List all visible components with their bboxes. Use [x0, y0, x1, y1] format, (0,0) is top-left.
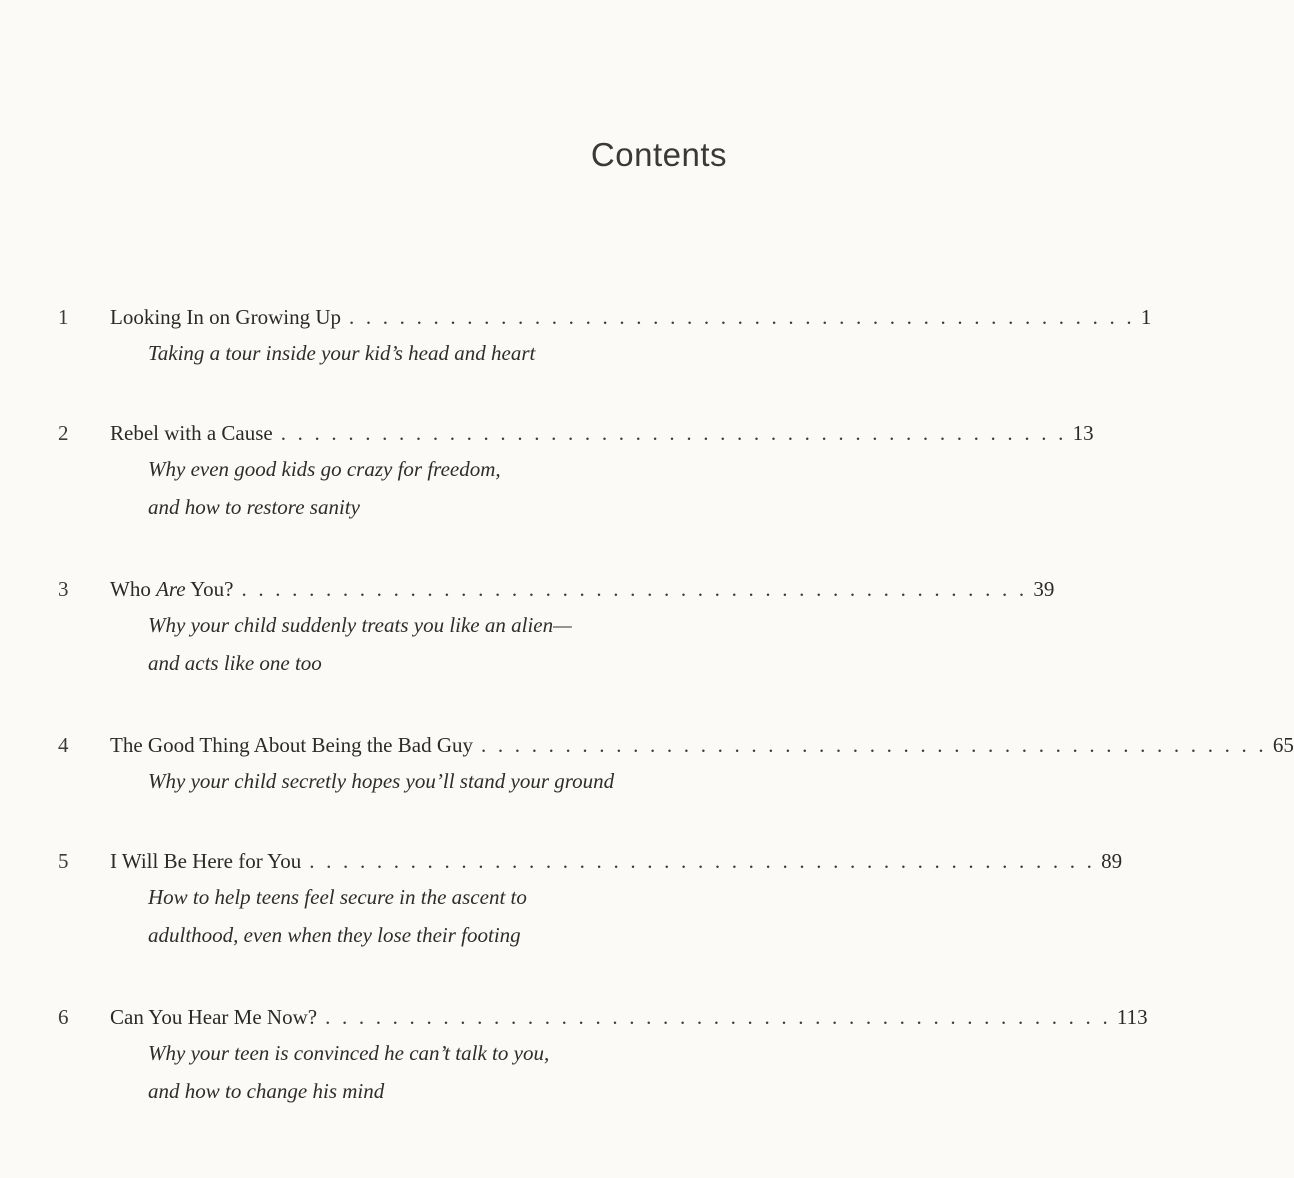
chapter-number: 1 [58, 305, 69, 329]
toc-entry-4[interactable] [58, 728, 1294, 800]
toc-entry-3[interactable] [58, 572, 1055, 682]
chapter-subtitle [148, 334, 722, 372]
toc-entry-1[interactable] [58, 300, 1152, 372]
chapter-title[interactable]: Rebel with a Cause [110, 421, 273, 445]
subtitle-line: adulthood, even when they lose their footing [148, 923, 521, 947]
subtitle-line: and how to change his mind [148, 1079, 385, 1103]
chapter-title-emphasis: Are [156, 577, 186, 601]
chapter-subtitle [148, 450, 722, 526]
page-number: 39 [1033, 577, 1055, 601]
chapter-title-prefix: Who [110, 577, 157, 601]
chapter-title[interactable] [110, 572, 233, 606]
subtitle-line: Why your child secretly hopes you’ll stand your ground [148, 769, 615, 793]
subtitle-line: and how to restore sanity [148, 495, 360, 519]
dot-leader: . . . . . . . . . . . . . . . . . . . . . . . . . . . . . . . . . . . . . . . . . . . . . . . [348, 305, 1135, 329]
dot-leader: . . . . . . . . . . . . . . . . . . . . . . . . . . . . . . . . . . . . . . . . . . . . . . . [309, 849, 1096, 873]
page-number: 89 [1101, 849, 1123, 873]
toc-entry-line [58, 572, 1055, 606]
toc-entry-line [58, 416, 1094, 450]
toc-entry-6[interactable] [58, 1000, 1148, 1110]
page-number: 1 [1140, 305, 1152, 329]
toc-entry-2[interactable] [58, 416, 1094, 526]
subtitle-line: Taking a tour inside your kid’s head and heart [148, 341, 536, 365]
chapter-title[interactable]: The Good Thing About Being the Bad Guy [110, 733, 473, 757]
subtitle-line: Why your teen is convinced he can’t talk to you, [148, 1041, 550, 1065]
chapter-title-suffix: You? [185, 577, 234, 601]
chapter-number: 6 [58, 1005, 69, 1029]
chapter-subtitle [148, 762, 722, 800]
dot-leader: . . . . . . . . . . . . . . . . . . . . . . . . . . . . . . . . . . . . . . . . . . . . . . . [241, 577, 1028, 601]
page-number: 113 [1116, 1005, 1148, 1029]
dot-leader: . . . . . . . . . . . . . . . . . . . . . . . . . . . . . . . . . . . . . . . . . . . . . . . [280, 421, 1067, 445]
toc-entry-line [58, 1000, 1148, 1034]
chapter-number: 5 [58, 849, 69, 873]
toc-entry-line [58, 300, 1152, 334]
subtitle-line: Why even good kids go crazy for freedom, [148, 457, 501, 481]
subtitle-line: Why your child suddenly treats you like an alien— [148, 613, 572, 637]
subtitle-line: How to help teens feel secure in the ascent to [148, 885, 527, 909]
chapter-subtitle [148, 606, 722, 682]
chapter-subtitle [148, 878, 722, 954]
chapter-title[interactable]: I Will Be Here for You [110, 849, 302, 873]
chapter-number: 3 [58, 577, 69, 601]
dot-leader: . . . . . . . . . . . . . . . . . . . . . . . . . . . . . . . . . . . . . . . . . . . . . . . [325, 1005, 1111, 1029]
dot-leader: . . . . . . . . . . . . . . . . . . . . . . . . . . . . . . . . . . . . . . . . . . . . . . . [481, 733, 1267, 757]
toc-entry-line [58, 728, 1294, 762]
chapter-title[interactable]: Looking In on Growing Up [110, 305, 341, 329]
page-number: 13 [1072, 421, 1094, 445]
toc-entry-5[interactable] [58, 844, 1123, 954]
page-number: 65 [1272, 733, 1294, 757]
subtitle-line: and acts like one too [148, 651, 322, 675]
chapter-number: 2 [58, 421, 69, 445]
chapter-subtitle [148, 1034, 722, 1110]
page-title: Contents [590, 136, 727, 173]
chapter-title[interactable]: Can You Hear Me Now? [110, 1005, 318, 1029]
chapter-number: 4 [58, 733, 69, 757]
toc-entry-line [58, 844, 1123, 878]
